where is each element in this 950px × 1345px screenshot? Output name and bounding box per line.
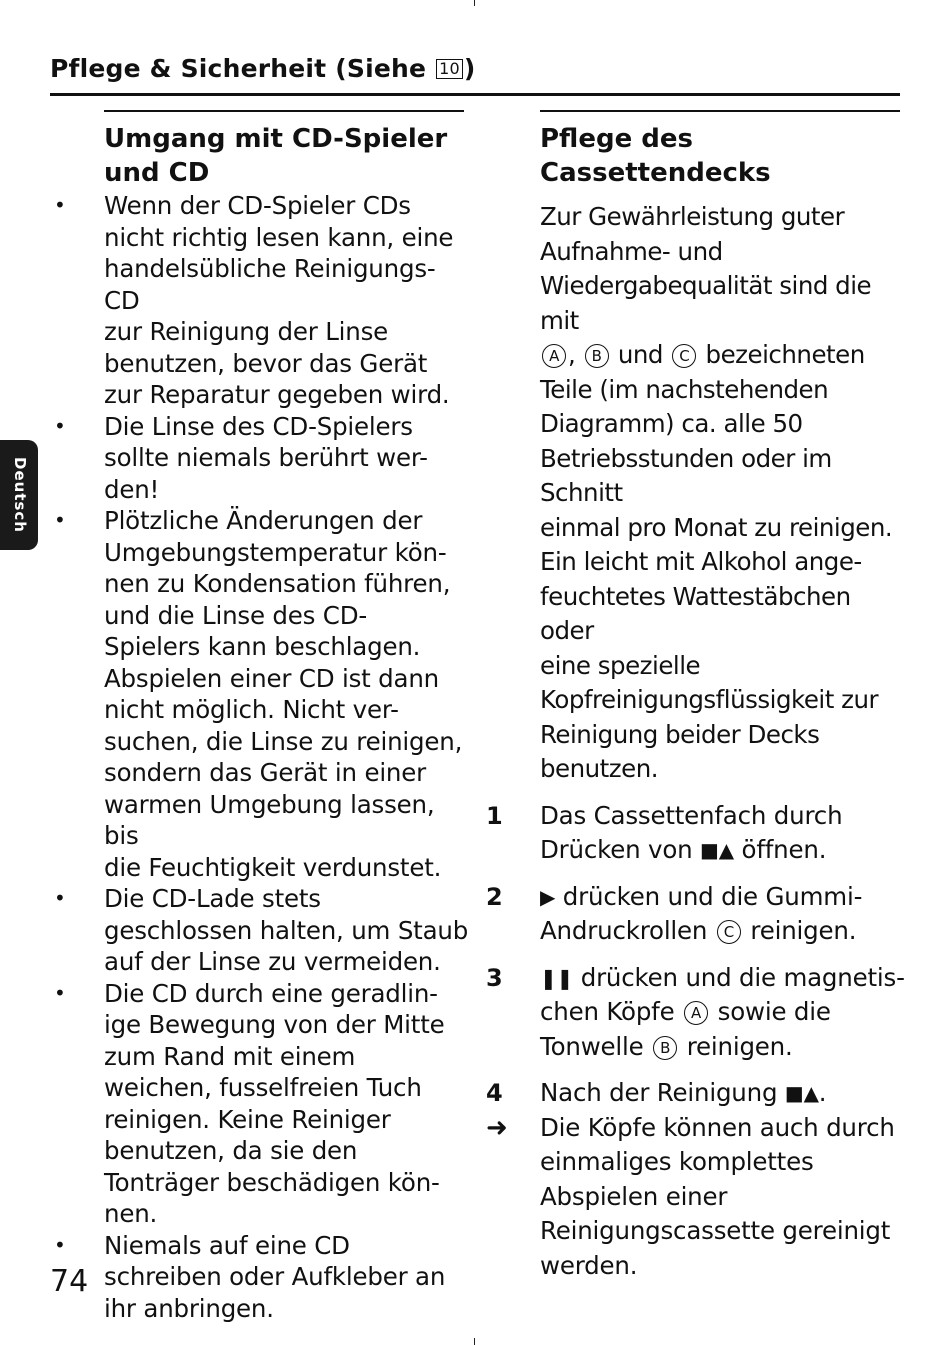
bullet-line: schreiben oder Aufkleber an xyxy=(104,1262,446,1291)
step-text: Nach der Reinigung xyxy=(540,1078,785,1107)
step-text: werden. xyxy=(540,1250,638,1280)
bullet-line: den! xyxy=(104,474,160,504)
bullet-line: auf der Linse zu vermeiden. xyxy=(104,947,441,976)
step-text: Drücken von xyxy=(540,835,701,864)
intro-line: Ein leicht mit Alkohol ange- xyxy=(540,547,862,576)
bullet-line: Abspielen einer CD ist dann xyxy=(104,663,439,693)
bullet-dot: • xyxy=(54,193,66,217)
cd-care-title xyxy=(50,122,470,190)
bullet-dot: • xyxy=(54,886,66,910)
bullet-line: zur Reinigung der Linse xyxy=(104,317,389,346)
bullet-item xyxy=(50,883,470,978)
bullet-item xyxy=(50,190,470,411)
bullet-line: Die Linse des CD-Spielers xyxy=(104,411,413,441)
step-text: . xyxy=(818,1078,827,1107)
bullet-line: die Feuchtigkeit verdunstet. xyxy=(104,852,442,882)
left-column-rule xyxy=(104,110,464,112)
bullet-dot: • xyxy=(54,508,66,532)
bullet-line: suchen, die Linse zu reinigen, xyxy=(104,726,463,756)
step-result xyxy=(486,1111,906,1284)
bullet-line: und die Linse des CD- xyxy=(104,600,368,630)
cd-care-title-line1: Umgang mit CD-Spieler xyxy=(104,124,448,154)
bullet-item xyxy=(50,505,470,883)
intro-separator: und xyxy=(610,340,671,369)
header-title-prefix: Pflege & Sicherheit (Siehe xyxy=(50,54,436,83)
bullet-line: Tonträger beschädigen kön- xyxy=(104,1167,440,1197)
stop-eject-icon: ■▲ xyxy=(784,1081,819,1105)
language-side-tab xyxy=(0,440,38,550)
header-rule xyxy=(50,93,900,96)
step-number: 1 xyxy=(486,801,503,830)
step-1 xyxy=(486,799,906,868)
bullet-line: zum Rand mit einem xyxy=(104,1041,356,1071)
intro-line: Zur Gewährleistung guter xyxy=(540,202,845,231)
right-column xyxy=(486,122,906,1295)
bullet-line: benutzen, bevor das Gerät xyxy=(104,348,428,378)
bullet-line: handelsübliche Reinigungs-CD xyxy=(104,254,436,315)
bullet-line: nen zu Kondensation führen, xyxy=(104,569,451,598)
bullet-item xyxy=(50,411,470,506)
intro-line: Teile (im nachstehenden xyxy=(540,374,829,404)
step-text: sowie die xyxy=(710,997,831,1026)
step-text: reinigen. xyxy=(679,1031,793,1061)
step-4 xyxy=(486,1076,906,1111)
step-text: Reinigungscassette gereinigt xyxy=(540,1216,891,1245)
intro-line: benutzen. xyxy=(540,754,659,783)
step-number: 3 xyxy=(486,963,503,992)
cassette-care-title xyxy=(486,122,906,190)
language-tab-label: Deutsch xyxy=(11,457,29,533)
step-text: Andruckrollen xyxy=(540,916,715,945)
step-2 xyxy=(486,880,906,949)
step-number: 4 xyxy=(486,1079,503,1107)
intro-line: eine spezielle xyxy=(540,650,701,680)
bullet-line: reinigen. Keine Reiniger xyxy=(104,1104,391,1134)
bullet-line: Spielers kann beschlagen. xyxy=(104,632,421,661)
bullet-dot: • xyxy=(54,980,66,1005)
label-c-circle: C xyxy=(672,344,696,368)
step-number: 2 xyxy=(486,882,503,911)
bullet-line: zur Reparatur gegeben wird. xyxy=(104,380,450,409)
bullet-dot: • xyxy=(54,1232,66,1257)
figure-reference-box: 10 xyxy=(436,59,463,79)
bullet-item xyxy=(50,1230,470,1325)
left-column xyxy=(50,122,470,1324)
header-title-suffix: ) xyxy=(463,54,476,83)
label-b-circle: B xyxy=(585,344,609,368)
bullet-line: geschlossen halten, um Staub xyxy=(104,915,469,945)
step-text: öffnen. xyxy=(733,835,827,864)
bullet-line: Die CD-Lade stets xyxy=(104,884,321,913)
label-a-circle: A xyxy=(542,344,566,368)
step-text: einmaliges komplettes xyxy=(540,1147,814,1176)
bullet-line: weichen, fusselfreien Tuch xyxy=(104,1073,422,1102)
crop-mark-bottom xyxy=(474,1338,475,1345)
intro-line: einmal pro Monat zu reinigen. xyxy=(540,512,893,542)
stop-eject-icon: ■▲ xyxy=(700,838,734,862)
cassette-care-title-line1: Pflege des xyxy=(540,124,693,154)
intro-line: Kopfreinigungsflüssigkeit zur xyxy=(540,685,879,714)
bullet-line: Plötzliche Änderungen der xyxy=(104,506,423,535)
step-text: Das Cassettenfach durch xyxy=(540,800,843,830)
page-header xyxy=(50,52,475,86)
intro-line: bezeichneten xyxy=(698,340,865,369)
right-column-rule xyxy=(540,110,900,112)
bullet-line: ige Bewegung von der Mitte xyxy=(104,1010,445,1039)
cassette-care-title-line2: Cassettendecks xyxy=(540,158,771,188)
bullet-line: Wenn der CD-Spieler CDs xyxy=(104,191,411,220)
bullet-line: nicht möglich. Nicht ver- xyxy=(104,695,399,724)
step-text: drücken und die magnetis- xyxy=(573,962,905,992)
pause-icon: ❚❚ xyxy=(540,965,574,990)
intro-line: Reinigung beider Decks xyxy=(540,719,820,749)
result-arrow-icon: ➜ xyxy=(486,1112,508,1143)
label-a-circle: A xyxy=(684,1001,708,1025)
cd-care-title-line2: und CD xyxy=(104,158,210,188)
bullet-line: Die CD durch eine geradlin- xyxy=(104,978,438,1008)
label-c-circle: C xyxy=(717,920,741,944)
bullet-item xyxy=(50,978,470,1230)
intro-line: Wiedergabequalität sind die mit xyxy=(540,271,872,335)
step-3 xyxy=(486,961,906,1065)
bullet-line: benutzen, da sie den xyxy=(104,1136,358,1165)
crop-mark-top xyxy=(474,0,475,6)
bullet-line: sondern das Gerät in einer xyxy=(104,758,426,787)
play-icon: ▶ xyxy=(540,884,556,909)
intro-line: Betriebsstunden oder im Schnitt xyxy=(540,443,832,507)
step-text: reinigen. xyxy=(742,916,857,945)
bullet-line: Niemals auf eine CD xyxy=(104,1230,350,1260)
step-text: Tonwelle xyxy=(540,1031,652,1061)
bullet-dot: • xyxy=(54,413,66,438)
intro-separator: , xyxy=(568,340,583,369)
page-number: 74 xyxy=(50,1264,89,1299)
cassette-care-intro xyxy=(540,200,906,787)
cd-care-bullet-list xyxy=(50,190,470,1324)
label-b-circle: B xyxy=(653,1036,677,1060)
step-text: Abspielen einer xyxy=(540,1181,728,1211)
step-text: Die Köpfe können auch durch xyxy=(540,1112,895,1142)
bullet-line: sollte niemals berührt wer- xyxy=(104,443,428,472)
bullet-line: ihr anbringen. xyxy=(104,1293,274,1323)
bullet-line: Umgebungstemperatur kön- xyxy=(104,537,447,567)
step-text: chen Köpfe xyxy=(540,997,683,1026)
intro-line: Diagramm) ca. alle 50 xyxy=(540,409,803,438)
intro-line: Aufnahme- und xyxy=(540,236,723,266)
bullet-line: nen. xyxy=(104,1199,158,1228)
bullet-line: warmen Umgebung lassen, bis xyxy=(104,789,435,850)
step-text: drücken und die Gummi- xyxy=(555,881,863,911)
cleaning-steps xyxy=(486,799,906,1284)
bullet-line: nicht richtig lesen kann, eine xyxy=(104,222,454,252)
intro-line: feuchtetes Wattestäbchen oder xyxy=(540,581,851,645)
